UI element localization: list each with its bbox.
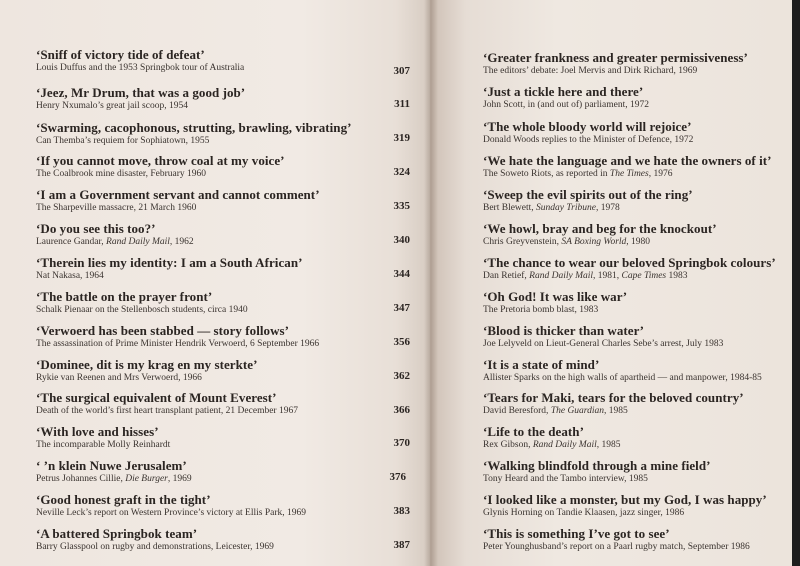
contents-entry (36, 289, 416, 316)
page-number: 366 (393, 404, 410, 416)
entry-title: ‘Tears for Maki, tears for the beloved country’ (483, 390, 744, 405)
contents-entry (483, 289, 788, 316)
entry-subtitle: Neville Leck’s report on Western Province’s victory at Ellis Park, 1969 (36, 508, 307, 518)
entry-subtitle: John Scott, in (and out of) parliament, 1972 (483, 100, 649, 110)
page-number: 307 (393, 65, 410, 77)
entry-title: ‘This is something I’ve got to see’ (483, 526, 670, 541)
entry-title: ‘I looked like a monster, but my God, I was happy’ (483, 492, 767, 507)
entry-title: ‘We hate the language and we hate the owners of it’ (483, 153, 772, 168)
contents-entry (483, 323, 788, 350)
entry-title: ‘The whole bloody world will rejoice’ (483, 119, 692, 134)
page-number: 335 (393, 200, 410, 212)
entry-title: ‘I am a Government servant and cannot comment’ (36, 187, 320, 202)
entry-subtitle: Peter Younghusband’s report on a Paarl rugby match, September 1986 (483, 542, 750, 552)
entry-title: ‘Sweep the evil spirits out of the ring’ (483, 187, 693, 202)
page-number: 376 (389, 471, 406, 483)
contents-entry (36, 47, 416, 74)
entry-title: ‘Sniff of victory tide of defeat’ (36, 47, 205, 62)
entry-subtitle: Schalk Pienaar on the Stellenbosch students, circa 1940 (36, 305, 248, 315)
page-number: 362 (393, 370, 410, 382)
contents-entry (36, 255, 416, 282)
contents-entry (483, 255, 788, 282)
contents-entry (36, 526, 416, 553)
contents-entry (483, 492, 788, 519)
contents-entry (483, 424, 788, 451)
page-number: 311 (394, 98, 410, 110)
entry-subtitle: The Sharpeville massacre, 21 March 1960 (36, 203, 197, 213)
contents-entry (483, 221, 788, 248)
page-edge (792, 0, 800, 566)
entry-subtitle: The Coalbrook mine disaster, February 1960 (36, 169, 207, 179)
page-number: 387 (393, 539, 410, 551)
contents-entry (36, 492, 416, 519)
entry-title: ‘ ’n klein Nuwe Jerusalem’ (36, 458, 187, 473)
entry-title: ‘The chance to wear our beloved Springbok colours’ (483, 255, 776, 270)
contents-entry (36, 187, 416, 214)
entry-subtitle: The Pretoria bomb blast, 1983 (483, 305, 599, 315)
entry-title: ‘With love and hisses’ (36, 424, 159, 439)
entry-subtitle: Barry Glasspool on rugby and demonstrations, Leicester, 1969 (36, 542, 274, 552)
entry-title: ‘Verwoerd has been stabbed — story follows’ (36, 323, 289, 338)
entry-title: ‘It is a state of mind’ (483, 357, 600, 372)
contents-entry (483, 357, 788, 384)
entry-subtitle: The incomparable Molly Reinhardt (36, 440, 171, 450)
entry-subtitle: Rykie van Reenen and Mrs Verwoerd, 1966 (36, 373, 202, 383)
entry-title: ‘Blood is thicker than water’ (483, 323, 645, 338)
entry-subtitle: David Beresford, The Guardian, 1985 (483, 406, 628, 416)
entry-title: ‘If you cannot move, throw coal at my voice’ (36, 153, 285, 168)
entry-title: ‘Do you see this too?’ (36, 221, 156, 236)
page-number: 324 (393, 166, 410, 178)
entry-subtitle: Nat Nakasa, 1964 (36, 271, 104, 281)
entry-subtitle: Laurence Gandar, Rand Daily Mail, 1962 (36, 237, 194, 247)
entry-subtitle: Donald Woods replies to the Minister of Defence, 1972 (483, 135, 694, 145)
entry-title: ‘Dominee, dit is my krag en my sterkte’ (36, 357, 258, 372)
contents-entry (483, 84, 788, 111)
entry-title: ‘Swarming, cacophonous, strutting, brawling, vibrating’ (36, 120, 352, 135)
contents-entry (36, 323, 416, 350)
entry-subtitle: Death of the world’s first heart transplant patient, 21 December 1967 (36, 406, 298, 416)
entry-title: ‘A battered Springbok team’ (36, 526, 198, 541)
entry-subtitle: Dan Retief, Rand Daily Mail, 1981, Cape Times 1983 (483, 271, 688, 281)
contents-entry (483, 153, 788, 180)
contents-entry (483, 187, 788, 214)
contents-entry (483, 119, 788, 146)
entry-title: ‘Greater frankness and greater permissiveness’ (483, 50, 748, 65)
entry-title: ‘Life to the death’ (483, 424, 584, 439)
contents-entry (483, 526, 788, 553)
entry-title: ‘Walking blindfold through a mine field’ (483, 458, 711, 473)
contents-entry (36, 357, 416, 384)
entry-subtitle: Allister Sparks on the high walls of apartheid — and manpower, 1984-85 (483, 373, 762, 383)
contents-entry (36, 85, 416, 112)
page-number: 383 (393, 505, 410, 517)
entry-title: ‘Jeez, Mr Drum, that was a good job’ (36, 85, 246, 100)
entry-subtitle: Can Themba’s requiem for Sophiatown, 1955 (36, 136, 210, 146)
page-number: 370 (393, 437, 410, 449)
entry-subtitle: Bert Blewett, Sunday Tribune, 1978 (483, 203, 620, 213)
page-number: 347 (393, 302, 410, 314)
page-number: 344 (393, 268, 410, 280)
entry-subtitle: Henry Nxumalo’s great jail scoop, 1954 (36, 101, 188, 111)
contents-entry (483, 390, 788, 417)
contents-entry (36, 424, 416, 451)
entry-title: ‘We howl, bray and beg for the knockout’ (483, 221, 717, 236)
entry-title: ‘The surgical equivalent of Mount Everest’ (36, 390, 277, 405)
entry-subtitle: Glynis Horning on Tandie Klaasen, jazz singer, 1986 (483, 508, 685, 518)
entry-title: ‘Just a tickle here and there’ (483, 84, 644, 99)
entry-subtitle: Rex Gibson, Rand Daily Mail, 1985 (483, 440, 621, 450)
entry-title: ‘Therein lies my identity: I am a South African’ (36, 255, 303, 270)
contents-entry (36, 221, 416, 248)
contents-entry (36, 458, 416, 485)
entry-subtitle: Chris Greyvenstein, SA Boxing World, 1980 (483, 237, 651, 247)
contents-entry (36, 390, 416, 417)
entry-subtitle: Louis Duffus and the 1953 Springbok tour of Australia (36, 63, 245, 73)
contents-entry (36, 120, 416, 147)
entry-title: ‘Oh God! It was like war’ (483, 289, 628, 304)
entry-subtitle: Joe Lelyveld on Lieut-General Charles Sebe’s arrest, July 1983 (483, 339, 724, 349)
page-number: 356 (393, 336, 410, 348)
entry-subtitle: The editors’ debate: Joel Mervis and Dirk Richard, 1969 (483, 66, 698, 76)
entry-subtitle: Tony Heard and the Tambo interview, 1985 (483, 474, 648, 484)
contents-entry (483, 458, 788, 485)
page-number: 319 (393, 132, 410, 144)
book-gutter (424, 0, 438, 566)
entry-title: ‘The battle on the prayer front’ (36, 289, 213, 304)
contents-entry (483, 50, 788, 77)
page-number: 340 (393, 234, 410, 246)
entry-subtitle: The assassination of Prime Minister Hendrik Verwoerd, 6 September 1966 (36, 339, 320, 349)
entry-subtitle: Petrus Johannes Cillie, Die Burger, 1969 (36, 474, 192, 484)
entry-subtitle: The Soweto Riots, as reported in The Times, 1976 (483, 169, 673, 179)
contents-entry (36, 153, 416, 180)
entry-title: ‘Good honest graft in the tight’ (36, 492, 211, 507)
